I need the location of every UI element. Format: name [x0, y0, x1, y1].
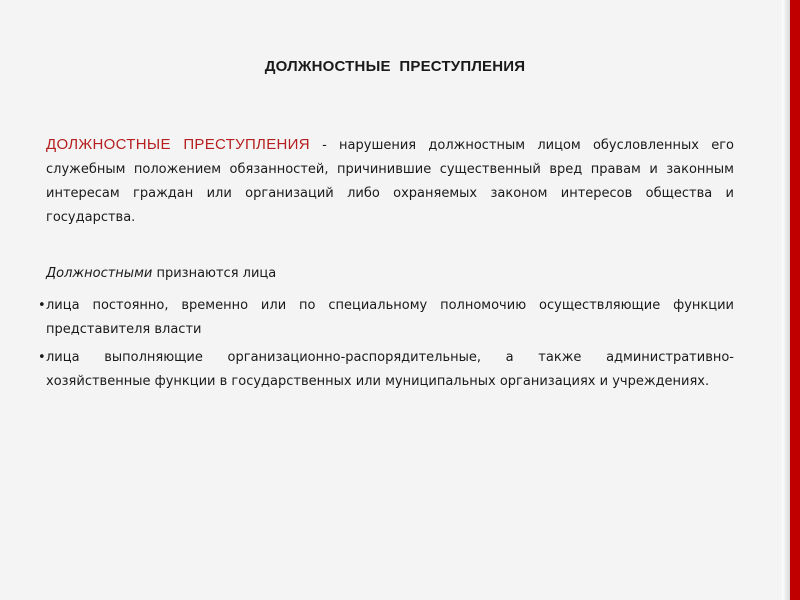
accent-bar — [790, 0, 800, 600]
slide-edge-shadow — [782, 0, 790, 600]
bullet-item — [38, 294, 734, 342]
bullet-marker: • — [38, 350, 46, 365]
officials-lead-italic: Должностными — [46, 266, 153, 281]
bullet-text: лица постоянно, временно или по специальному полномочию осуществляющие функции представителя власти — [46, 298, 734, 337]
slide-title: ДОЛЖНОСТНЫЕ ПРЕСТУПЛЕНИЯ — [264, 58, 526, 75]
bullet-marker: • — [38, 298, 46, 313]
officials-intro — [46, 262, 734, 286]
officials-lead-rest: признаются лица — [152, 266, 277, 281]
bullet-text: лица выполняющие организационно-распорядительные, а также административно-хозяйственные функции в государственных или муниципальных организациях и учреждениях. — [46, 350, 734, 389]
bullet-item — [38, 346, 734, 394]
definition-text: - нарушения должностным лицом обусловленных его служебным положением обязанностей, причинившие существенный вред правам и законным интересам граждан или организаций либо охраняемых законом интересов общества и государства. — [46, 138, 734, 225]
definition-term: ДОЛЖНОСТНЫЕ ПРЕСТУПЛЕНИЯ — [46, 136, 310, 153]
definition-paragraph — [46, 133, 734, 230]
